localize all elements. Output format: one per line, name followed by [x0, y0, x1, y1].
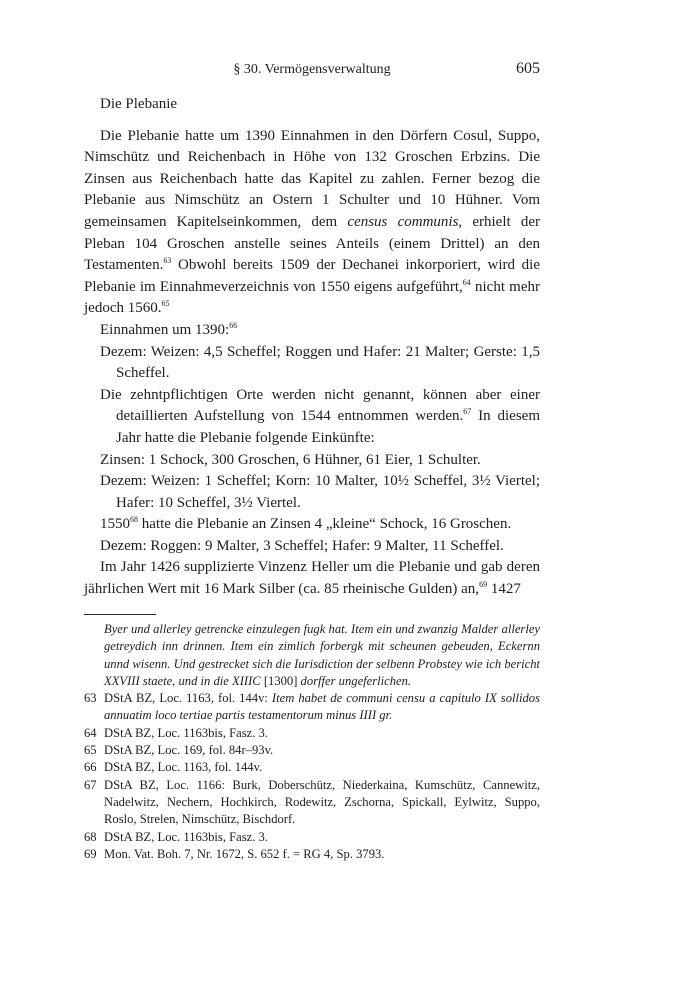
footnote-number: 69 [84, 846, 97, 861]
main-text [84, 94, 540, 601]
footnote-64 [84, 725, 540, 742]
villages-1544 [84, 385, 540, 450]
footnote-number: 66 [84, 760, 97, 775]
footnote-68 [84, 829, 540, 846]
footnote-divider [84, 614, 156, 615]
text-run: Mon. Vat. Boh. 7, Nr. 1672, S. 652 f. = RG 4, Sp. 3793. [104, 846, 385, 861]
paragraph-1426 [84, 557, 540, 600]
text-run: Die zehntpflichtigen Orte werden nicht genannt, können aber einer detaillierten Aufstellung von 1544 entnommen werden. [100, 386, 540, 425]
footnote-66 [84, 759, 540, 776]
text-run: DStA BZ, Loc. 169, fol. 84r–93v. [104, 743, 274, 758]
text-run: Obwohl bereits 1509 der Dechanei inkorporiert, wird die Plebanie im Einnahmeverzeichnis von 1550 eigens aufgeführt, [84, 257, 540, 295]
text-run: Im Jahr 1426 supplizierte Vinzenz Heller um die Plebanie und gab deren jährlichen Wert mit 16 Mark Silber (ca. 85 rheinische Gulden) an, [84, 559, 540, 598]
footnotes [84, 621, 540, 863]
income-1390-label [84, 320, 540, 342]
text-run: Einnahmen um 1390: [100, 321, 230, 338]
text-run: DStA BZ, Loc. 1163, fol. 144v: [104, 691, 272, 706]
running-head-title: § 30. Vermögensverwaltung [233, 62, 391, 77]
text-run: Byer und allerley getrencke einzulegen fugk hat. Item ein und zwanzig Malder allerley getreydich inn drinnen. Item ein zimlich forbergk mit scheunen gebeuden, Eckernn unnd wisenn. Und gestrecket sich die Iurisdiction der selbenn Probstey wie ich bericht XXVIII staete, und in die XIIIC [104, 622, 540, 688]
footnote-number: 63 [84, 691, 97, 706]
footnote-continuation [84, 621, 540, 690]
footnote-ref[interactable]: 66 [229, 320, 238, 330]
text-run: 1427 [487, 581, 521, 598]
footnote-ref[interactable]: 67 [463, 407, 472, 417]
text-run: Die Plebanie hatte um 1390 Einnahmen in den Dörfern Cosul, Suppo, Nimschütz und Reichenbach in Höhe von 132 Groschen Erbzins. Die Zinsen aus Reichenbach hatte das Kapitel zu zahlen. Ferner bezog die Plebanie aus Nimschütz an Ostern 1 Schulter und 10 Hühner. Vom gemeinsamen Kapitelseinkommen, dem [84, 127, 540, 230]
text-run: [1300] [263, 673, 298, 688]
footnote-number: 67 [84, 777, 97, 792]
text-run: DStA BZ, Loc. 1163bis, Fasz. 3. [104, 725, 268, 740]
footnote-ref[interactable]: 68 [130, 515, 138, 525]
dezem-1390: Dezem: Weizen: 4,5 Scheffel; Roggen und Hafer: 21 Malter; Gerste: 1,5 Scheffel. [100, 343, 540, 382]
text-run: , erhielt der Pleban 104 Groschen anstelle seines Anteils (einem Drittel) an den Testamenten. [84, 213, 541, 274]
italic-quote: Item habet de communi censu a capitulo IX sollidos annuatim loco tertiae partis testamentorum minus IIII gr. [104, 691, 540, 723]
running-head [84, 60, 540, 80]
footnote-67 [84, 777, 540, 829]
dezem-1544: Dezem: Weizen: 1 Scheffel; Korn: 10 Malter, 10½ Scheffel, 3½ Viertel; Hafer: 10 Scheffel, 3½ Viertel. [100, 473, 540, 511]
text-run: nicht mehr jedoch 1560. [84, 278, 540, 317]
footnote-number: 68 [84, 829, 97, 844]
page-number: 605 [516, 60, 540, 77]
text-run: DStA BZ, Loc. 1166: Burk, Doberschütz, Niederkaina, Kumschütz, Cannewitz, Nadelwitz, Nechern, Hochkirch, Rodewitz, Zschorna, Spickall, Eylwitz, Suppo, Roslo, Strelen, Nimschütz, Bischdorf. [104, 777, 540, 827]
text-run: DStA BZ, Loc. 1163, fol. 144v. [104, 760, 263, 775]
italic-term: census communis [347, 213, 459, 230]
dezem-1550: Dezem: Roggen: 9 Malter, 3 Scheffel; Hafer: 9 Malter, 11 Scheffel. [100, 537, 504, 554]
text-run: dorffer ungeferlichen. [297, 673, 412, 688]
text-run: In diesem Jahr hatte die Plebanie folgende Einkünfte: [116, 408, 540, 446]
footnote-63 [84, 690, 540, 725]
paragraph-plebanie-income [84, 126, 540, 320]
section-heading: Die Plebanie [100, 96, 178, 112]
footnote-ref[interactable]: 64 [462, 277, 471, 287]
zinsen-1550 [84, 514, 540, 536]
footnote-number: 64 [84, 725, 97, 740]
footnote-number: 65 [84, 743, 97, 758]
text-run: DStA BZ, Loc. 1163bis, Fasz. 3. [104, 829, 268, 844]
footnote-ref[interactable]: 69 [479, 580, 488, 590]
footnote-69 [84, 846, 540, 863]
text-run: hatte die Plebanie an Zinsen 4 „kleine“ Schock, 16 Groschen. [138, 516, 512, 533]
text-run: 1550 [100, 516, 130, 533]
footnote-ref[interactable]: 63 [163, 256, 172, 266]
zinsen-1544: Zinsen: 1 Schock, 300 Groschen, 6 Hühner, 61 Eier, 1 Schulter. [100, 451, 481, 468]
footnote-ref[interactable]: 65 [161, 299, 170, 309]
footnote-65 [84, 742, 540, 759]
